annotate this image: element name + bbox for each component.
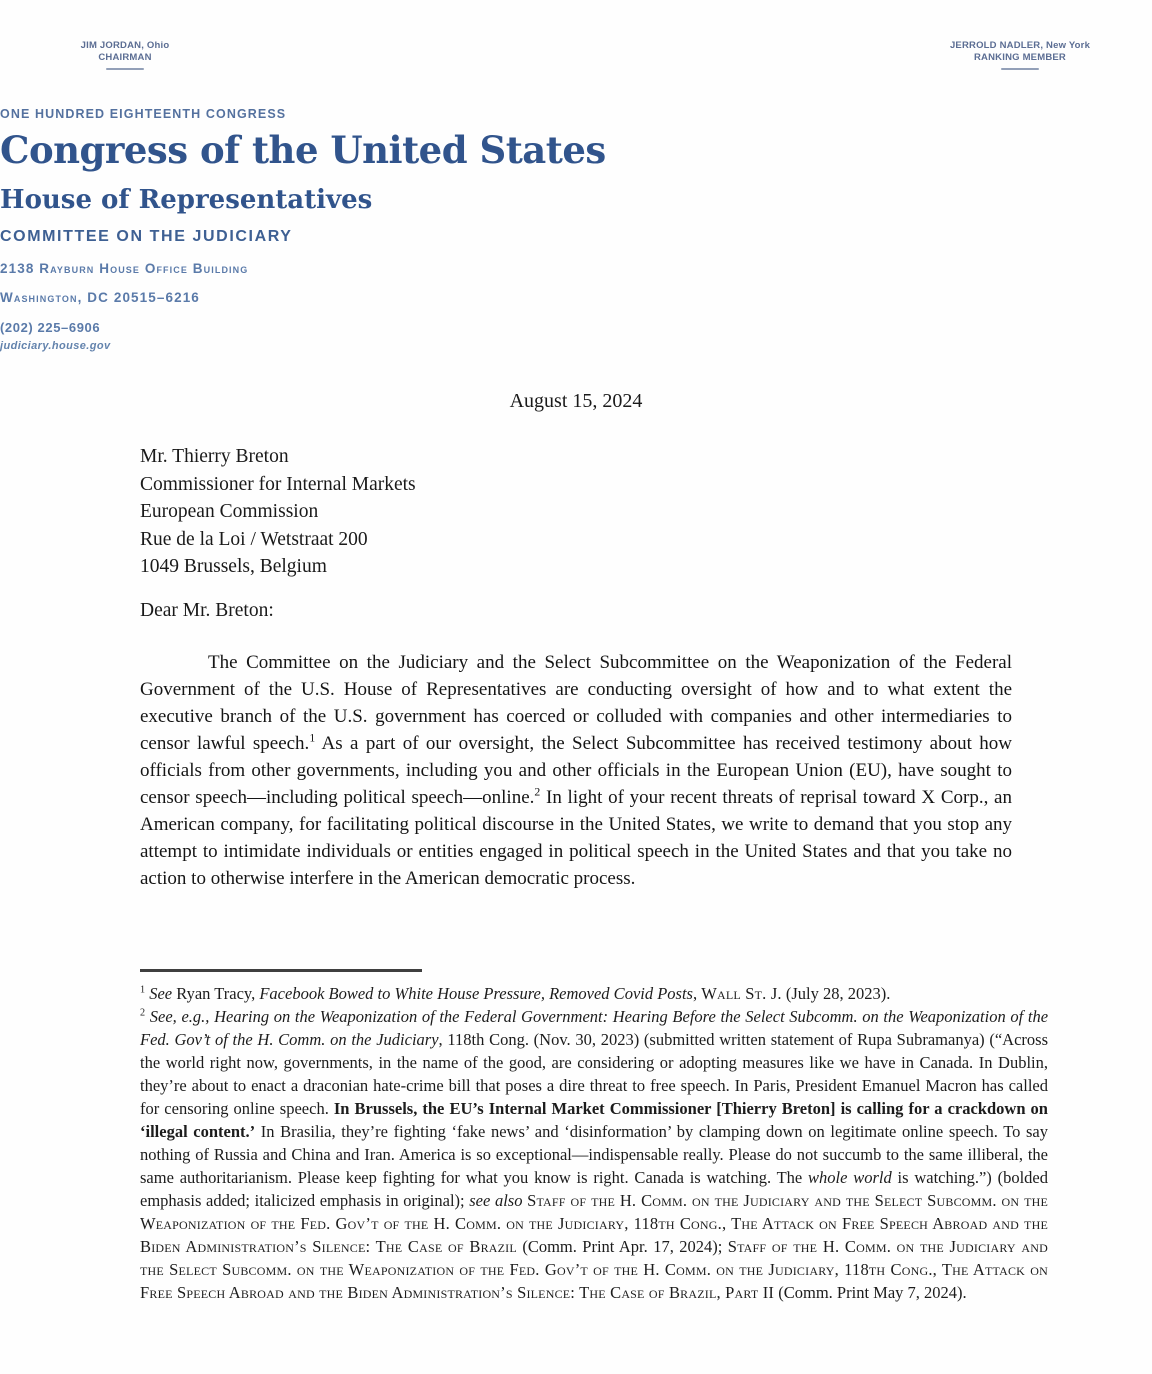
footnote-2: $^2$ See, e.g., Hearing on the Weaponization of the Federal Government: Hearing Before the Select Subcomm. on the Weaponization of the Fed. Gov’t of the H. Comm. on the Judiciary, 118th Cong. (Nov. 30, 2023) (submitted written statement of Rupa Subramanya) (“Across the world right now, governments, in the name of the good, are considering or adopting measures like we have in Canada. In Dublin, they’re about to enact a draconian hate-crime bill that poses a dire threat to free speech. In Paris, President Emanuel Macron has called for censoring online speech. In Brussels, the EU’s Internal Market Commissioner [Thierry Breton] is calling for a crackdown on ‘illegal content.’ In Brasilia, they’re fighting ‘fake news’ and ‘disinformation’ by clamping down on legitimate online speech. To say nothing of Russia and China and Iran. America is so exceptional—indispensable really. Please do not succumb to the same illiberal, the same authoritarianism. Please keep fighting for what you know is right. Canada is watching. The whole world is watching.”) (bolded emphasis added; italicized emphasis in original); see also Staff of the H. Comm. on the Judiciary and the Select Subcomm. on the Weaponization of the Fed. Gov’t of the H. Comm. on the Judiciary, 118th Cong., The Attack on Free Speech Abroad and the Biden Administration’s Silence: The Case of Brazil (Comm. Print Apr. 17, 2024); Staff of the H. Comm. on the Judiciary and the Select Subcomm. on the Weaponization of the Fed. Gov’t of the H. Comm. on the Judiciary, 118th Cong., The Attack on Free Speech Abroad and the Biden Administration’s Silence: The Case of Brazil, Part II (Comm. Print May 7, 2024). bbox=[140, 1007, 1049, 1302]
ranking-member-title: RANKING MEMBER bbox=[974, 52, 1066, 63]
committee-name: COMMITTEE ON THE JUDICIARY bbox=[0, 228, 293, 245]
chairman-block bbox=[50, 40, 200, 70]
ranking-member-block bbox=[930, 40, 1110, 70]
address-line-city: Washington, DC 20515–6216 bbox=[0, 290, 200, 305]
footnote-separator-rule bbox=[140, 969, 422, 972]
flourish-divider bbox=[106, 68, 144, 70]
ranking-member-name: JERROLD NADLER, New York bbox=[949, 40, 1091, 51]
recipient-org: European Commission bbox=[140, 501, 319, 522]
footnote-1: $^1$ See Ryan Tracy, Facebook Bowed to White House Pressure, Removed Covid Posts, Wall St. J. (July 28, 2023). bbox=[140, 984, 891, 1003]
congress-title: Congress of the United States bbox=[0, 128, 606, 172]
chairman-title: CHAIRMAN bbox=[98, 52, 152, 63]
salutation: Dear Mr. Breton: bbox=[140, 600, 274, 621]
letter-body-paragraph: The Committee on the Judiciary and the Select Subcommittee on the Weaponization of the Federal Government of the U.S. House of Representatives are conducting oversight of how and to what extent the executive branch of the U.S. government has coerced or colluded with companies and other intermediaries to censor lawful speech.$^1$ As a part of our oversight, the Select Subcommittee has received testimony about how officials from other governments, including you and other officials in the European Union (EU), have sought to censor speech—including political speech—online.$^2$ In light of your recent threats of reprisal toward X Corp., an American company, for facilitating political discourse in the United States, we write to demand that you stop any attempt to intimidate individuals or entities engaged in political speech in the United States and that you take no action to otherwise interfere in the American democratic process. bbox=[140, 652, 1012, 889]
phone-number: (202) 225–6906 bbox=[0, 320, 101, 335]
recipient-name: Mr. Thierry Breton bbox=[140, 446, 289, 467]
recipient-city: 1049 Brussels, Belgium bbox=[140, 556, 327, 577]
footnotes-block bbox=[140, 982, 1048, 1304]
recipient-address-block bbox=[140, 443, 740, 581]
flourish-divider bbox=[1001, 68, 1039, 70]
recipient-street: Rue de la Loi / Wetstraat 200 bbox=[140, 528, 368, 550]
house-subtitle: House of Representatives bbox=[0, 185, 373, 215]
letter-date: August 15, 2024 bbox=[509, 390, 643, 412]
chairman-name: JIM JORDAN, Ohio bbox=[80, 40, 170, 51]
congress-session-line: ONE HUNDRED EIGHTEENTH CONGRESS bbox=[0, 107, 287, 121]
website-url: judiciary.house.gov bbox=[0, 340, 111, 352]
address-line-building: 2138 Rayburn House Office Building bbox=[0, 261, 249, 276]
recipient-title: Commissioner for Internal Markets bbox=[140, 473, 416, 495]
